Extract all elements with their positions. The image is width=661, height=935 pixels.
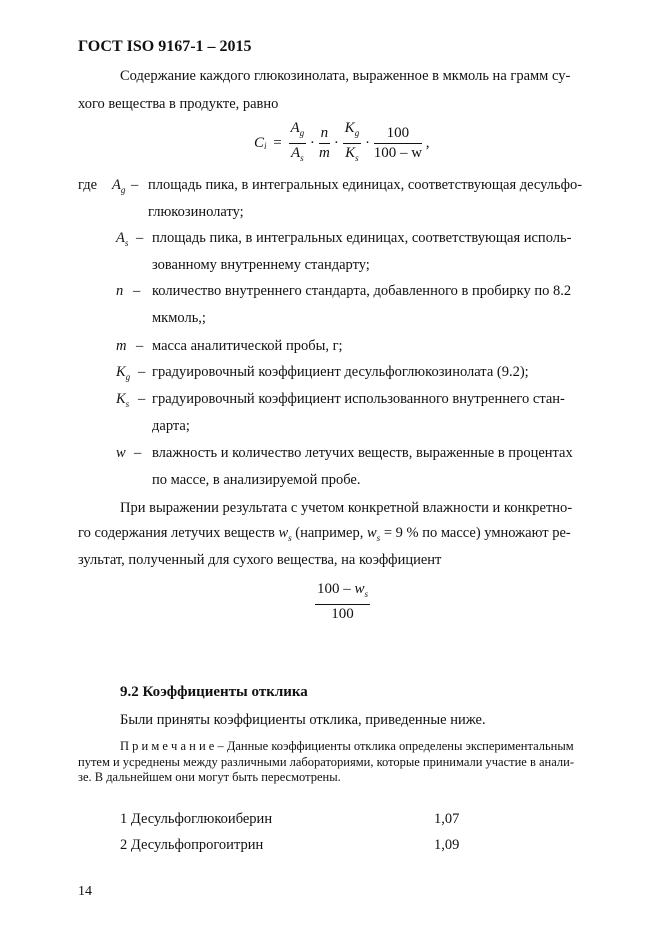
fraction-area-ratio: $\frac{A_g}{A_s}$ [290, 120, 305, 163]
factor-fraction: $\frac{100 - w_s}{100}$ [317, 581, 369, 622]
intro-text-2: хого вещества в продукте, равно [78, 96, 279, 112]
note-line-3: зе. В дальнейшем они могут быть пересмотрены. [78, 770, 341, 784]
fraction-coefficient-ratio: $\frac{K_g}{K_s}$ [344, 120, 360, 163]
formula-lhs: C [254, 135, 265, 151]
definition-w: w – влажность и количество летучих веществ, выраженные в процентах по массе, в анализируемой пробе. [116, 445, 573, 488]
moisture-line-3: зультат, полученный для сухого вещества, на коэффициент [78, 552, 442, 568]
formula-equals: = [273, 135, 282, 151]
table-row [120, 837, 480, 854]
fraction-moisture: $\frac{100}{100 - w}$ [373, 125, 423, 161]
row-name: 1 Десульфоглюкоиберин [120, 811, 273, 827]
section-text: Были приняты коэффициенты отклика, приведенные ниже. [120, 712, 486, 728]
fraction-amount-mass: $\frac{n}{m}$ [319, 125, 330, 161]
section-title: 9.2 Коэффициенты отклика [120, 684, 308, 700]
formula-dot: · [333, 135, 339, 151]
formula-comma: , [425, 135, 430, 151]
table-row [120, 811, 480, 828]
intro-line-1 [120, 62, 616, 91]
page-number: 14 [78, 884, 92, 899]
row-name: 2 Десульфопрогоитрин [120, 837, 264, 853]
row-value: 1,07 [434, 811, 460, 827]
note-line-2: путем и усреднены между различными лабораториями, которые принимали участие в анали- [78, 755, 574, 769]
main-formula [254, 119, 430, 168]
where-label: где [78, 177, 98, 193]
moisture-line-2: го содержания летучих веществ $w_s$ (например, $w_s = 9$ % по массе) умножают ре- [78, 525, 571, 543]
note-line-1: П р и м е ч а н и е – Данные коэффициенты отклика определены экспериментальным [120, 739, 574, 753]
intro-line-2 [78, 90, 278, 119]
definition-ks: $K_s$ – градуировочный коэффициент использованного внутреннего стан- дарта; [116, 391, 565, 434]
note-label: П р и м е ч а н и е [120, 739, 215, 753]
factor-formula [315, 580, 370, 624]
document-header: ГОСТ ISO 9167-1 – 2015 [78, 38, 252, 55]
definition-n: n – количество внутреннего стандарта, добавленного в пробирку по 8.2 мкмоль,; [116, 283, 572, 326]
formula-dot: · [364, 135, 370, 151]
definition-as: $A_s$ – площадь пика, в интегральных единицах, соответствующая исполь- зованному внутреннему стандарту; [116, 230, 572, 273]
formula-dot: · [309, 135, 315, 151]
row-value: 1,09 [434, 837, 460, 853]
formula-lhs-sub: i [264, 140, 267, 151]
moisture-line-1: При выражении результата с учетом конкретной влажности и конкретно- [120, 500, 573, 516]
definition-ag: $A_g$ – площадь пика, в интегральных единицах, соответствующая десульфо- глюкозинолату; [112, 177, 583, 220]
intro-text-1: Содержание каждого глюкозинолата, выраженное в мкмоль на грамм су- [120, 68, 571, 84]
